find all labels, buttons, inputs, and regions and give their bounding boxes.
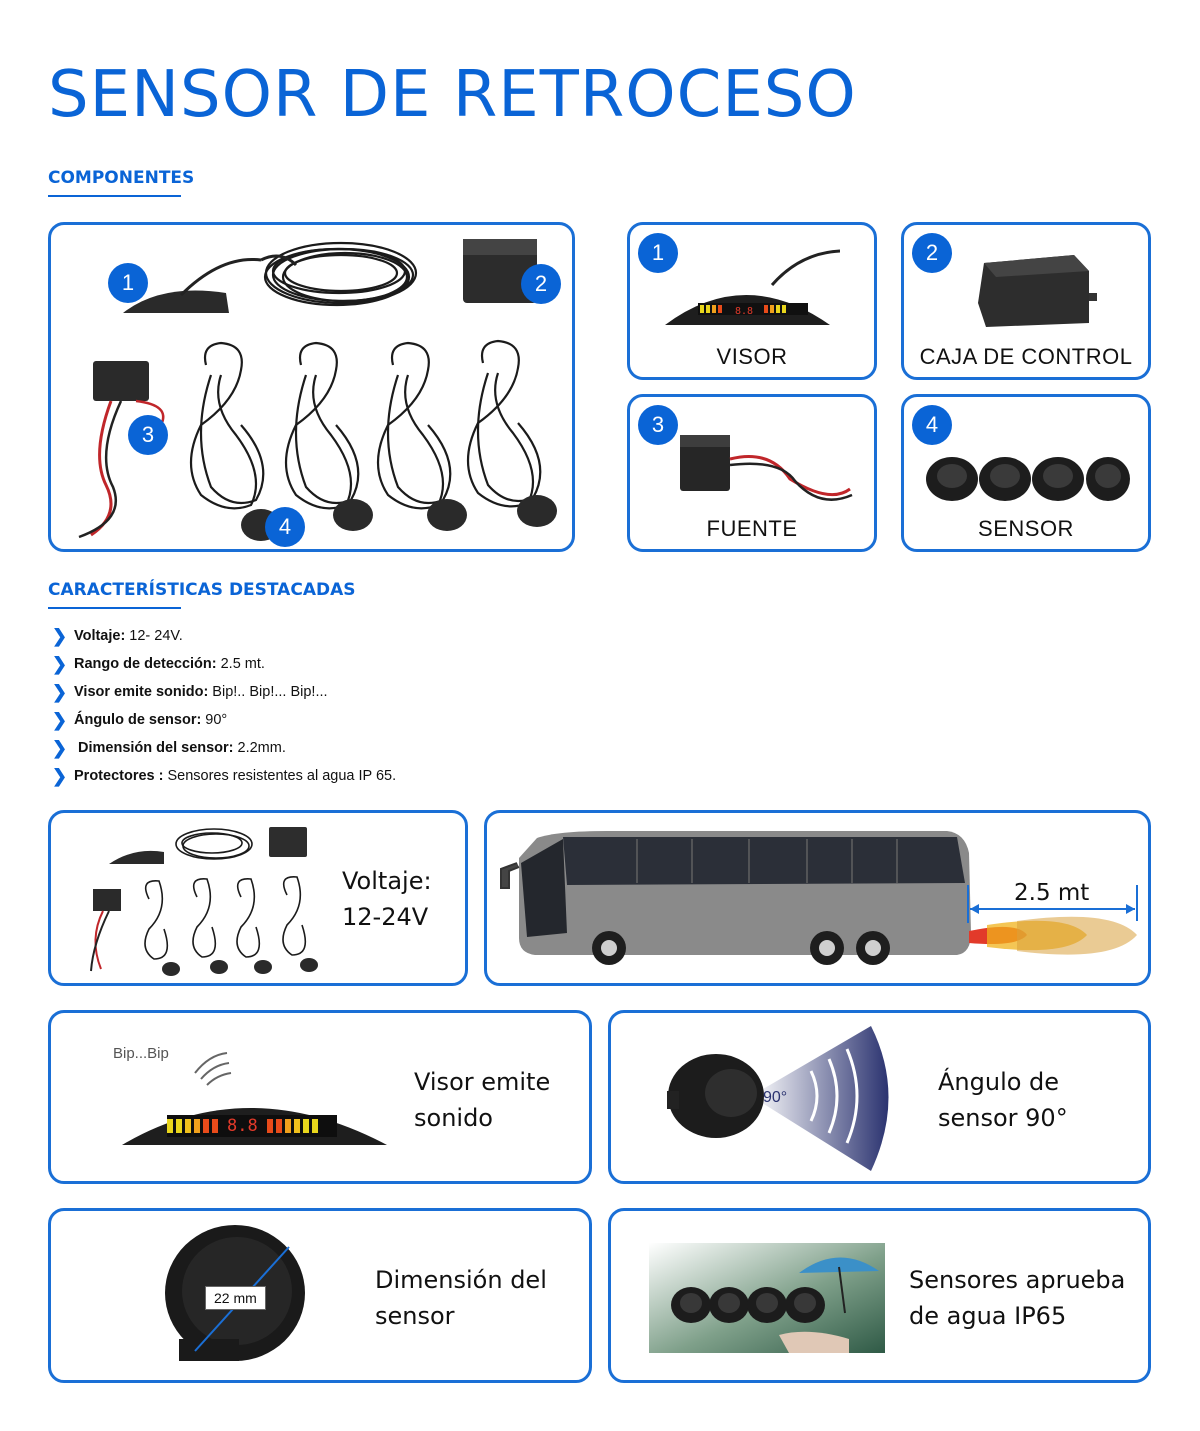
- component-card-caja: [901, 222, 1151, 380]
- chevron-right-icon: ❯: [52, 709, 68, 730]
- component-badge: 2: [912, 233, 952, 273]
- chevron-right-icon: ❯: [52, 653, 68, 674]
- size-label: 22 mm: [205, 1286, 266, 1310]
- component-card-fuente: [627, 394, 877, 552]
- component-label: FUENTE: [706, 516, 798, 541]
- display-digits: 8.8: [227, 1116, 258, 1136]
- angle-line2: sensor 90°: [938, 1104, 1068, 1132]
- range-card: [484, 810, 1151, 986]
- feature-item: ❯ Ángulo de sensor: 90°: [52, 709, 228, 730]
- sound-card: [48, 1010, 592, 1184]
- component-card-visor: [627, 222, 877, 380]
- kit-illustration-small: [79, 819, 349, 979]
- component-badge: 3: [638, 405, 678, 445]
- features-list: [52, 622, 396, 790]
- component-label: VISOR: [716, 344, 788, 369]
- chevron-right-icon: ❯: [52, 625, 68, 646]
- water-card: [608, 1208, 1151, 1383]
- kit-badge-2: 2: [521, 264, 561, 304]
- sound-line2: sonido: [414, 1104, 493, 1132]
- dimension-line1: Dimensión del: [375, 1266, 547, 1294]
- display-unit-icon: [660, 243, 840, 333]
- component-label: SENSOR: [978, 516, 1074, 541]
- svg-text:8.8: 8.8: [735, 306, 754, 317]
- range-label: 2.5 mt: [1014, 880, 1090, 906]
- sensor-icon: [922, 452, 1132, 507]
- section-underline: [48, 195, 181, 197]
- feature-item: ❯ Protectores : Sensores resistentes al agua IP 65.: [52, 765, 397, 786]
- power-supply-icon: [670, 419, 860, 509]
- component-label: CAJA DE CONTROL: [919, 344, 1133, 369]
- voltage-line1: Voltaje:: [342, 867, 432, 895]
- angle-line1: Ángulo de: [938, 1068, 1060, 1096]
- section-components-heading: COMPONENTES: [48, 168, 195, 188]
- sound-line1: Visor emite: [414, 1068, 551, 1096]
- kit-badge-3: 3: [128, 415, 168, 455]
- voltage-line2: 12-24V: [342, 903, 429, 931]
- water-line1: Sensores aprueba: [909, 1266, 1126, 1294]
- dimension-card: [48, 1208, 592, 1383]
- angle-label: 90°: [763, 1089, 788, 1106]
- display-led-bar: [167, 1115, 337, 1137]
- waterproof-sensors-icon: [649, 1243, 885, 1353]
- water-line2: de agua IP65: [909, 1302, 1067, 1330]
- angle-card: [608, 1010, 1151, 1184]
- kit-badge-1: 1: [108, 263, 148, 303]
- kit-overview-card: [48, 222, 575, 552]
- dimension-line2: sensor: [375, 1302, 455, 1330]
- feature-item: ❯ Visor emite sonido: Bip!.. Bip!... Bip!...: [52, 681, 328, 702]
- control-box-icon: [974, 243, 1104, 333]
- chevron-right-icon: ❯: [52, 681, 68, 702]
- page-title: SENSOR DE RETROCESO: [48, 58, 857, 132]
- feature-item: ❯ Voltaje: 12- 24V.: [52, 625, 183, 646]
- component-card-sensor: [901, 394, 1151, 552]
- feature-item: ❯ Dimensión del sensor: 2.2mm.: [52, 737, 286, 758]
- section-underline: [48, 607, 181, 609]
- voltage-card: [48, 810, 468, 986]
- chevron-right-icon: ❯: [52, 737, 68, 758]
- beep-caption: Bip...Bip: [113, 1045, 169, 1062]
- component-badge: 4: [912, 405, 952, 445]
- kit-badge-4: 4: [265, 507, 305, 547]
- section-features-heading: CARACTERÍSTICAS DESTACADAS: [48, 580, 356, 600]
- chevron-right-icon: ❯: [52, 765, 68, 786]
- component-badge: 1: [638, 233, 678, 273]
- feature-item: ❯ Rango de detección: 2.5 mt.: [52, 653, 265, 674]
